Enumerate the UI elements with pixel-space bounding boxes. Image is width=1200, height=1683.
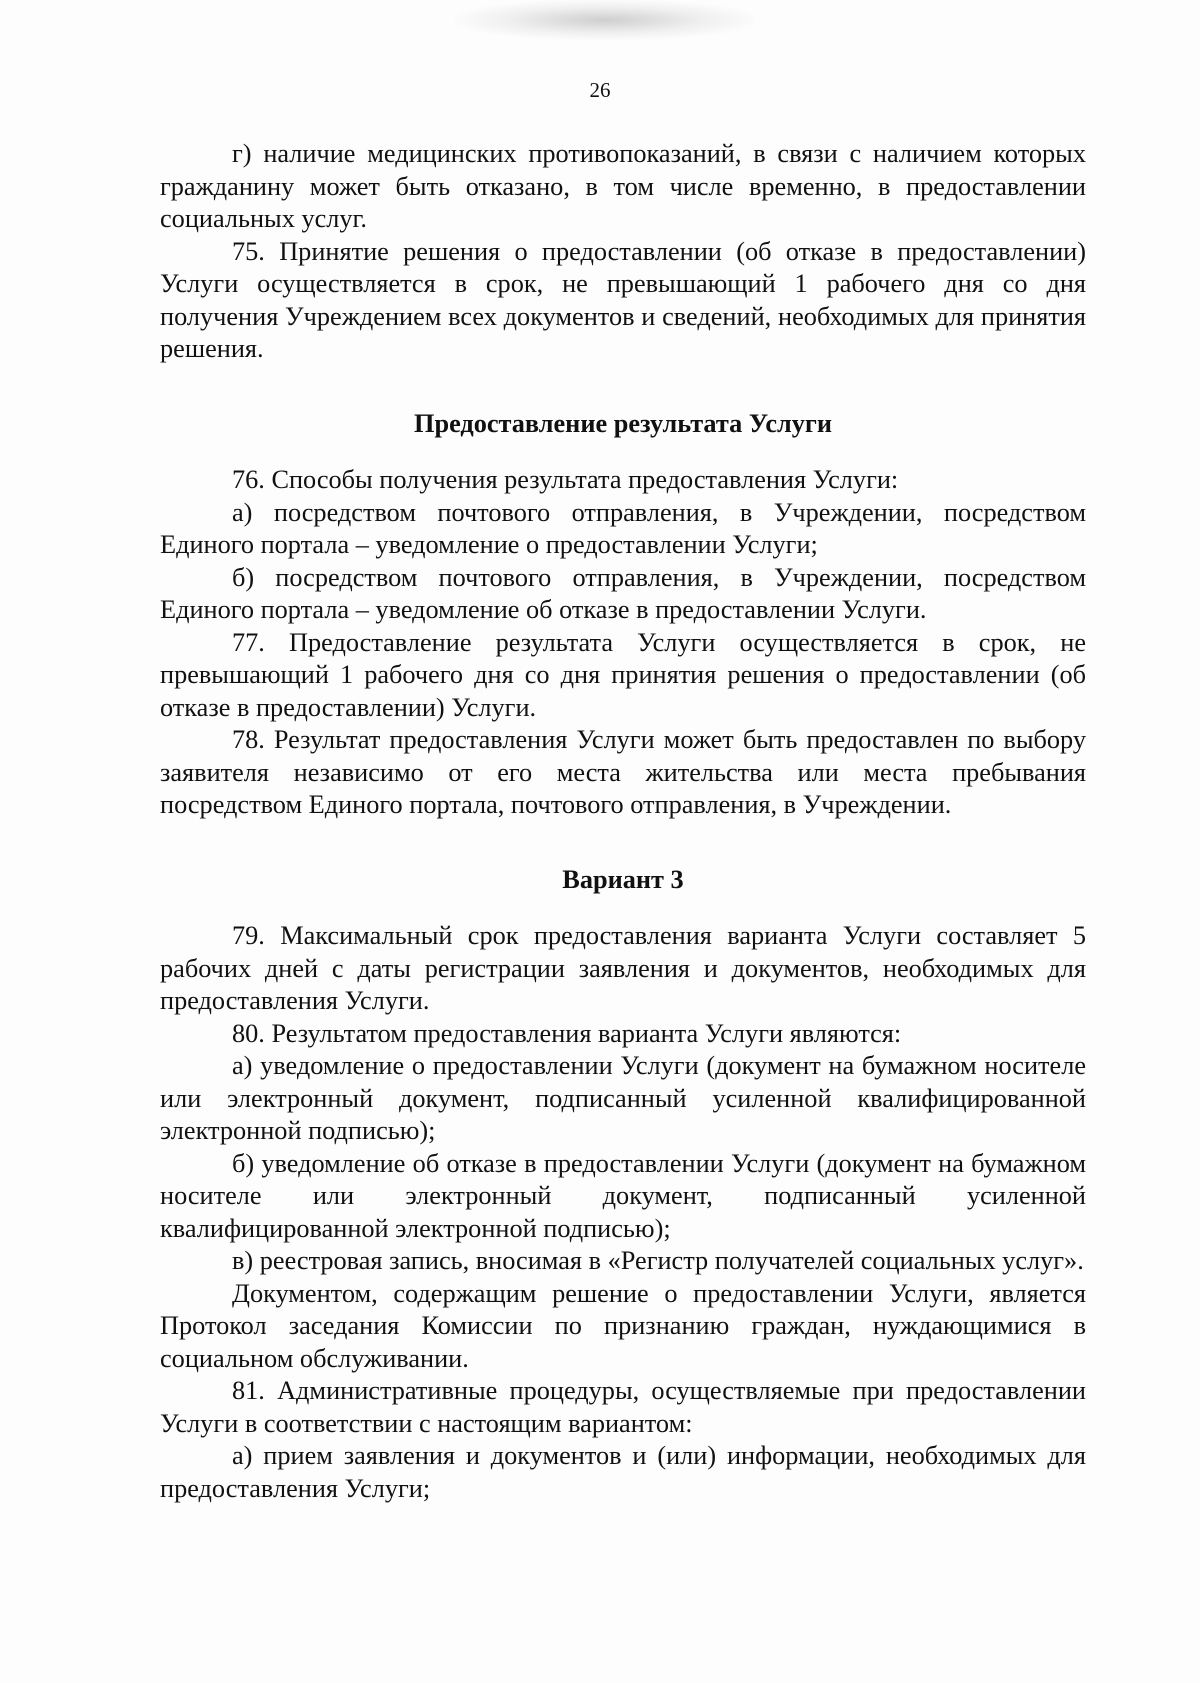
paragraph-79: 79. Максимальный срок предоставления варианта Услуги составляет 5 рабочих дней с даты регистрации заявления и документов, необходимых для предоставления Услуги.: [160, 921, 1086, 1015]
paragraph-80: 80. Результатом предоставления варианта Услуги являются:: [232, 1018, 902, 1048]
paragraph-81-a: а) прием заявления и документов и (или) информации, необходимых для предоставления Услуги;: [160, 1441, 1086, 1503]
paragraph-76: 76. Способы получения результата предоставления Услуги:: [232, 465, 899, 494]
paragraph-decision-document: Документом, содержащим решение о предоставлении Услуги, является Протокол заседания Комиссии по признанию граждан, нуждающимися в социальном обслуживании.: [160, 1278, 1086, 1373]
paragraph-80-v: в) реестровая запись, вносимая в «Регистр получателей социальных услуг».: [232, 1246, 1084, 1275]
paragraph-80-b: б) уведомление об отказе в предоставлении Услуги (документ на бумажном носителе или электронный документ, подписанный усиленной квалифицированной электронной подписью);: [160, 1148, 1086, 1243]
paragraph-g-contraindications: г) наличие медицинских противопоказаний, в связи с наличием которых гражданину может быть отказано, в том числе временно, в предоставлении социальных услуг.: [160, 139, 1086, 233]
page-number: 26: [589, 78, 611, 102]
paragraph-78: 78. Результат предоставления Услуги может быть предоставлен по выбору заявителя независимо от его места жительства или места пребывания посредством Единого портала, почтового отправления, в Учреждении.: [160, 725, 1086, 819]
paragraph-76-a: а) посредством почтового отправления, в Учреждении, посредством Единого портала – уведомление о предоставлении Услуги;: [160, 497, 1086, 559]
section-heading-variant-3: Вариант 3: [562, 864, 684, 894]
document-body: [160, 138, 1086, 1505]
section-heading-result: Предоставление результата Услуги: [413, 408, 832, 438]
scan-artifact: [455, 0, 755, 40]
paragraph-80-a: а) уведомление о предоставлении Услуги (документ на бумажном носителе или электронный документ, подписанный усиленной квалифицированной электронной подписью);: [160, 1051, 1086, 1145]
paragraph-75: 75. Принятие решения о предоставлении (об отказе в предоставлении) Услуги осуществляется в срок, не превышающий 1 рабочего дня со дня получения Учреждением всех документов и сведений, необходимых для принятия решения.: [160, 236, 1086, 363]
paragraph-77: 77. Предоставление результата Услуги осуществляется в срок, не превышающий 1 рабочего дня со дня принятия решения о предоставлении (об отказе в предоставлении) Услуги.: [160, 627, 1086, 722]
paragraph-81: 81. Административные процедуры, осуществляемые при предоставлении Услуги в соответствии с настоящим вариантом:: [160, 1376, 1086, 1438]
paragraph-76-b: б) посредством почтового отправления, в Учреждении, посредством Единого портала – уведомление об отказе в предоставлении Услуги.: [160, 562, 1086, 624]
